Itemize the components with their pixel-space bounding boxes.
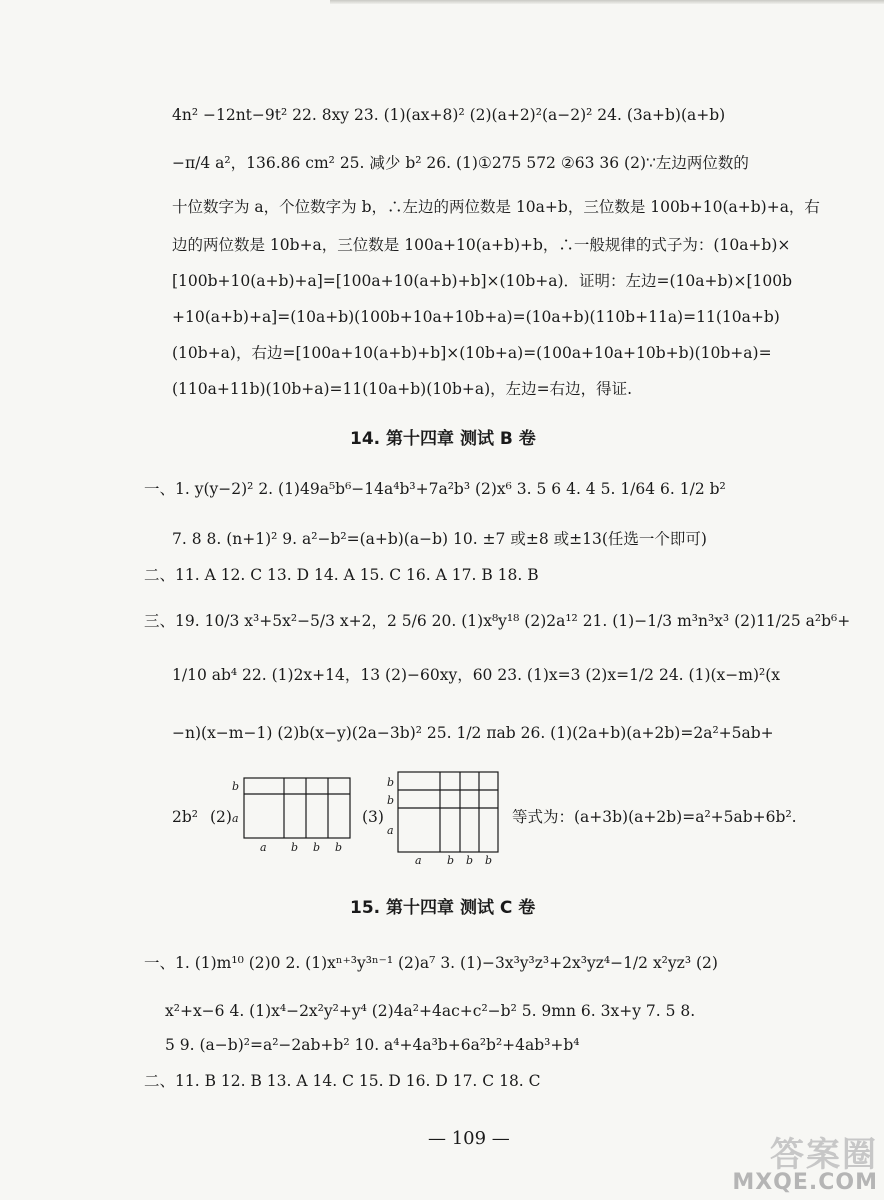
- fig3-side-label-a: a: [387, 824, 394, 837]
- fig2-bottom-label-a: a: [260, 841, 267, 854]
- fig2-bottom-label-b3: b: [335, 841, 343, 854]
- page-number: — 109 —: [428, 1128, 510, 1149]
- fig3-side-label-b2: b: [387, 794, 395, 807]
- s15-line-1: 一、1. (1)m¹⁰ (2)0 2. (1)xⁿ⁺³y³ⁿ⁻¹ (2)a⁷ 3. (1)−3x³y³z³+2x³yz⁴−1/2 x²yz³ (2): [144, 954, 718, 972]
- prev-line-6: +10(a+b)+a]=(10a+b)(100b+10a+10b+a)=(10a+b)(110b+11a)=11(10a+b): [172, 308, 780, 326]
- section-14-heading: 14. 第十四章 测试 B 卷: [350, 429, 536, 449]
- prev-line-5: [100b+10(a+b)+a]=[100a+10(a+b)+b]×(10b+a)．证明：左边=(10a+b)×[100b: [172, 272, 793, 290]
- figure-equation: 等式为：(a+3b)(a+2b)=a²+5ab+6b².: [512, 808, 797, 826]
- watermark-logo: [732, 1135, 878, 1195]
- prev-line-1: 4n² −12nt−9t² 22. 8xy 23. (1)(ax+8)² (2)(a+2)²(a−2)² 24. (3a+b)(a+b): [172, 106, 726, 124]
- figure-3-label: (3): [362, 808, 384, 826]
- fig2-side-label-a: a: [232, 812, 239, 825]
- figure-prefix: 2b²: [172, 808, 198, 826]
- watermark-top: 答案圈: [770, 1135, 878, 1175]
- fig2-outer-rect: [244, 778, 350, 838]
- s14-line-5: 1/10 ab⁴ 22. (1)2x+14，13 (2)−60xy，60 23. (1)x=3 (2)x=1/2 24. (1)(x−m)²(x: [172, 666, 781, 684]
- prev-line-3: 十位数字为 a，个位数字为 b，∴左边的两位数是 10a+b，三位数是 100b+10(a+b)+a，右: [172, 198, 820, 216]
- fig2-side-label-b: b: [232, 780, 240, 793]
- s15-line-2: x²+x−6 4. (1)x⁴−2x²y²+y⁴ (2)4a²+4ac+c²−b² 5. 9mn 6. 3x+y 7. 5 8.: [165, 1002, 696, 1020]
- fig3-bottom-label-a: a: [415, 854, 422, 866]
- prev-line-7: (10b+a)，右边=[100a+10(a+b)+b]×(10b+a)=(100a+10a+10b+b)(10b+a)=: [172, 344, 772, 362]
- section-15-heading: 15. 第十四章 测试 C 卷: [350, 898, 536, 918]
- s15-line-3: 5 9. (a−b)²=a²−2ab+b² 10. a⁴+4a³b+6a²b²+4ab³+b⁴: [165, 1036, 580, 1054]
- s14-line-3: 二、11. A 12. C 13. D 14. A 15. C 16. A 17. B 18. B: [144, 566, 539, 584]
- watermark-bottom: MXQE.COM: [732, 1170, 878, 1195]
- s14-line-6: −n)(x−m−1) (2)b(x−y)(2a−3b)² 25. 1/2 πab 26. (1)(2a+b)(a+2b)=2a²+5ab+: [172, 724, 774, 742]
- fig3-bottom-label-b3: b: [485, 854, 493, 866]
- fig3-side-label-b1: b: [387, 776, 395, 789]
- s15-line-4: 二、11. B 12. B 13. A 14. C 15. D 16. D 17. C 18. C: [144, 1072, 541, 1090]
- fig3-bottom-label-b2: b: [466, 854, 474, 866]
- prev-line-2: −π/4 a²，136.86 cm² 25. 减少 b² 26. (1)①275 572 ②63 36 (2)∵左边两位数的: [172, 154, 749, 172]
- fig2-bottom-label-b1: b: [291, 841, 299, 854]
- s14-line-4: 三、19. 10/3 x³+5x²−5/3 x+2，2 5/6 20. (1)x⁸y¹⁸ (2)2a¹² 21. (1)−1/3 m³n³x³ (2)11/25 a²b⁶+: [144, 612, 851, 630]
- figure-3-diagram: [382, 766, 506, 866]
- figure-2-diagram: [224, 772, 354, 854]
- top-rule: [330, 0, 884, 4]
- figure-2-label: (2): [210, 808, 232, 826]
- prev-line-4: 边的两位数是 10b+a，三位数是 100a+10(a+b)+b，∴一般规律的式子为：(10a+b)×: [172, 236, 791, 254]
- s14-line-1: 一、1. y(y−2)² 2. (1)49a⁵b⁶−14a⁴b³+7a²b³ (2)x⁶ 3. 5 6 4. 4 5. 1/64 6. 1/2 b²: [144, 480, 726, 498]
- fig2-bottom-label-b2: b: [313, 841, 321, 854]
- fig3-bottom-label-b1: b: [447, 854, 455, 866]
- fig3-outer-rect: [398, 772, 498, 852]
- prev-line-8: (110a+11b)(10b+a)=11(10a+b)(10b+a)，左边=右边，得证.: [172, 380, 633, 398]
- s14-line-2: 7. 8 8. (n+1)² 9. a²−b²=(a+b)(a−b) 10. ±7 或±8 或±13(任选一个即可): [172, 530, 707, 548]
